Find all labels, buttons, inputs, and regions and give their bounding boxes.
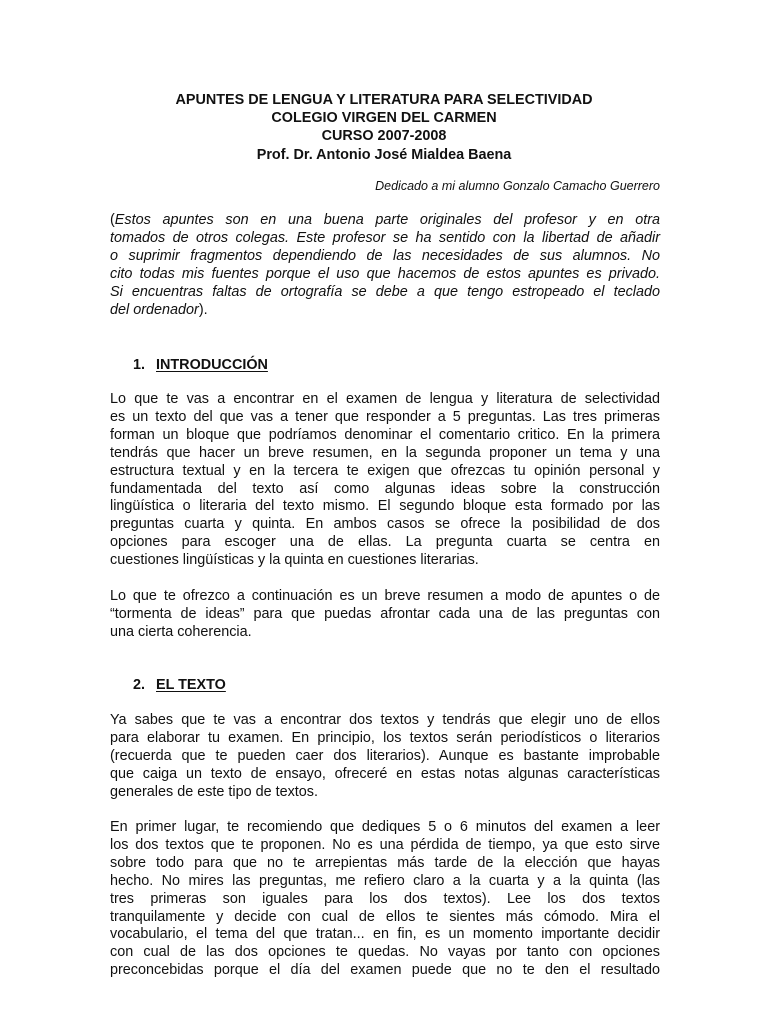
text-line: cuestiones lingüísticas y la quinta en cuestiones literarias.	[110, 552, 479, 569]
text-line: una cierta coherencia.	[110, 623, 252, 640]
text-line: opciones para escoger una de ellas. La pregunta cuarta se centra en	[110, 534, 660, 551]
note-open-paren: (	[110, 212, 115, 228]
note-line: del ordenador	[110, 301, 199, 318]
text-line: forman un bloque que podríamos denominar el comentario critico. En la primera	[110, 426, 660, 443]
header-title: APUNTES DE LENGUA Y LITERATURA PARA SELECTIVIDAD	[175, 92, 593, 108]
note-line: cito todas mis fuentes porque el uso que hacemos de estos apuntes es privado.	[110, 265, 660, 282]
text-line: generales de este tipo de textos.	[110, 783, 319, 800]
text-line: hecho. No mires las preguntas, me refiero claro a la cuarta y a la quinta (las	[110, 872, 660, 889]
header-school: COLEGIO VIRGEN DEL CARMEN	[271, 110, 497, 127]
text-line: En primer lugar, te recomiendo que dediques 5 o 6 minutos del examen a leer	[110, 819, 660, 835]
text-line: preconcebidas porque el día del examen puede que no te den el resultado	[110, 962, 660, 979]
text-line: es un texto del que vas a tener que responder a 5 preguntas. Las tres primeras	[110, 408, 660, 425]
text-line: sobre todo para que no te arrepientas más tarde de la elección que hayas	[110, 854, 660, 871]
introduccion-paragraph-1	[110, 391, 660, 570]
document-header	[0, 91, 768, 164]
header-author: Prof. Dr. Antonio José Mialdea Baena	[256, 146, 512, 163]
text-line: “tormenta de ideas” para que puedas afrontar cada una de las preguntas con	[110, 605, 660, 622]
note-line: Si encuentras faltas de ortografía se debe a que tengo estropeado el teclado	[110, 283, 660, 300]
section-heading-introduccion	[133, 356, 268, 374]
note-line: Estos apuntes son en una buena parte originales del profesor y en otra	[114, 212, 660, 228]
text-line: preguntas cuarta y quinta. En ambos casos se ofrece la posibilidad de dos	[110, 516, 660, 533]
intro-note	[110, 212, 660, 319]
section-number: 2.	[133, 677, 146, 693]
text-line: Lo que te ofrezco a continuación es un breve resumen a modo de apuntes o de	[110, 588, 660, 604]
dedication: Dedicado a mi alumno Gonzalo Camacho Guerrero	[375, 179, 660, 193]
text-line: tres primeras son iguales para los dos textos). Lee los dos textos	[110, 890, 660, 907]
el-texto-paragraph-2	[110, 819, 660, 980]
text-line: los dos textos que te proponen. No es una pérdida de tiempo, ya que esto sirve	[110, 836, 660, 853]
text-line: tendrás que hacer un breve resumen, en la segunda proponer un tema y una	[110, 444, 660, 461]
text-line: con cual de las dos opciones te quedas. No vayas por tanto con opciones	[110, 944, 660, 961]
text-line: Ya sabes que te vas a encontrar dos textos y tendrás que elegir uno de ellos	[110, 712, 660, 728]
text-line: que caiga un texto de ensayo, ofreceré en estas notas algunas características	[110, 765, 660, 782]
text-line: tranquilamente y decide con cual de ellos te sientes más cómodo. Mira el	[110, 908, 660, 925]
section-title: EL TEXTO	[156, 677, 226, 693]
el-texto-paragraph-1	[110, 712, 660, 802]
section-title: INTRODUCCIÓN	[156, 357, 268, 373]
text-line: Lo que te vas a encontrar en el examen de lengua y literatura de selectividad	[110, 391, 660, 407]
note-line: tomados de otros colegas. Este profesor se ha sentido con la libertad de añadir	[110, 229, 660, 246]
text-line: vocabulario, el tema del que tratan... en fin, es un momento importante decidir	[110, 926, 660, 943]
text-line: fundamentada del texto así como algunas ideas sobre la construcción	[110, 480, 660, 497]
text-line: lingüística o literaria del texto mismo. El segundo bloque esta formado por las	[110, 498, 660, 515]
introduccion-paragraph-2	[110, 588, 660, 642]
text-line: estructura textual y en la tercera te exigen que ofrezcas tu opinión personal y	[110, 462, 660, 479]
note-line: o suprimir fragmentos dependiendo de las necesidades de sus alumnos. No	[110, 247, 660, 264]
note-close-paren: ).	[198, 301, 208, 318]
header-course: CURSO 2007-2008	[321, 128, 447, 145]
section-heading-el-texto	[133, 676, 226, 694]
section-number: 1.	[133, 357, 146, 373]
text-line: (recuerda que te pueden caer dos literarios). Aunque es bastante improbable	[110, 747, 660, 764]
text-line: para elaborar tu examen. En principio, los textos serán periodísticos o literarios	[110, 729, 660, 746]
